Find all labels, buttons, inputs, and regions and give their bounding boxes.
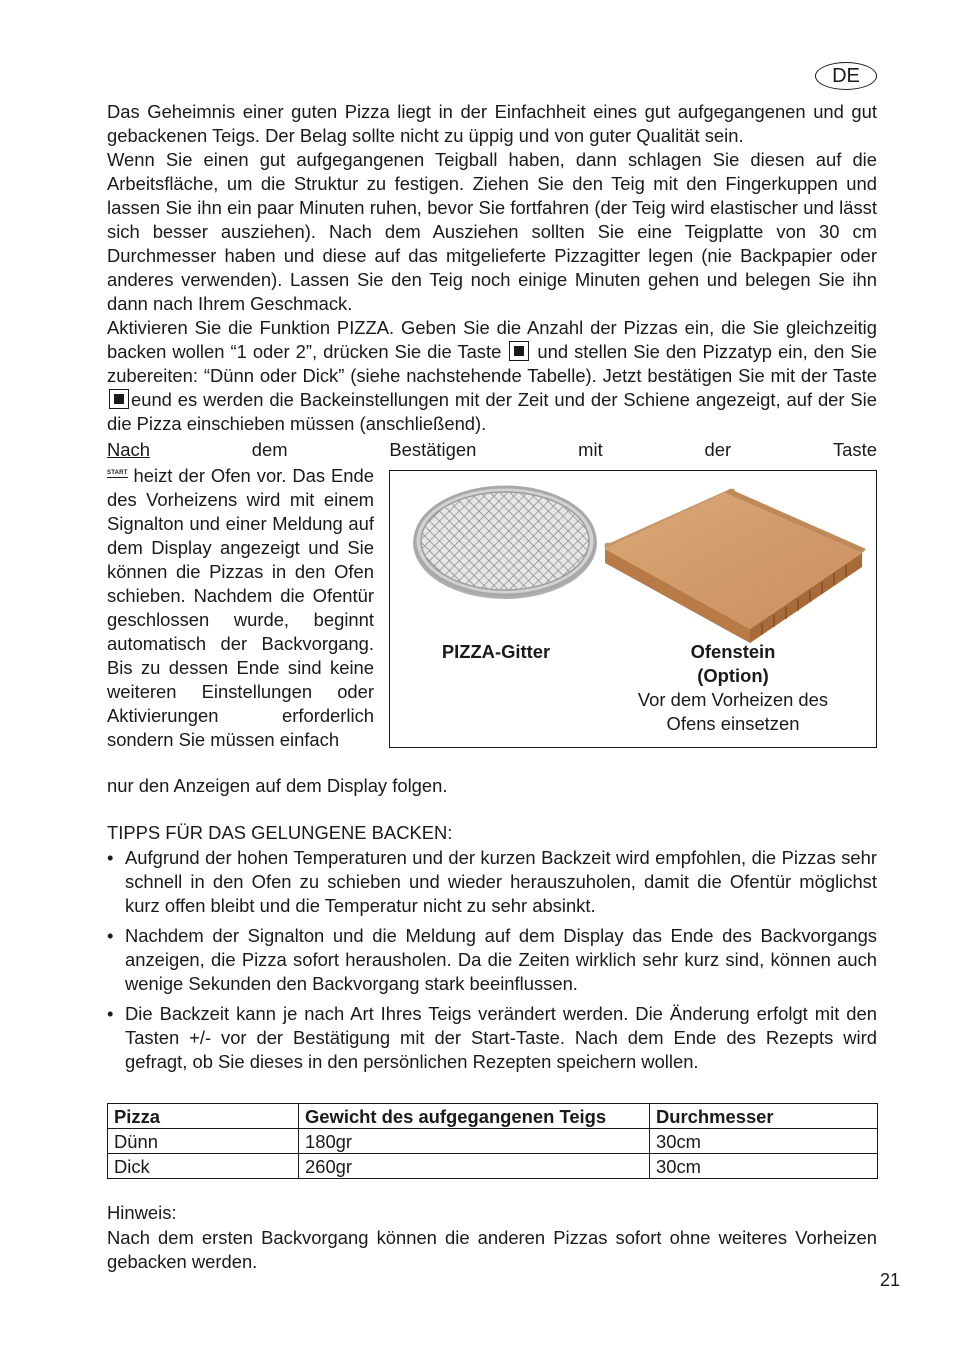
table-cell: 260gr <box>299 1154 650 1179</box>
list-item: • Aufgrund der hohen Temperaturen und der kurzen Backzeit wird empfohlen, die Pizzas sehr schnell in den Ofen zu schieben und wieder herauszuholen, damit die Ofentür möglichst kurz offen bleibt und die Temperatur nicht zu sehr absinkt. <box>107 847 877 916</box>
tips-heading: TIPPS FÜR DAS GELUNGENE BACKEN: <box>107 822 453 843</box>
baking-stone-option: (Option) <box>697 665 769 686</box>
preheat-text: heizt der Ofen vor. Das Ende des Vorheizens wird mit einem Signalton und einer Meldung auf dem Display angezeigt und Sie können die Pizzas in den Ofen schieben. Nachdem die Ofentür geschlossen wurde, beginnt automatisch der Backvorgang. Bis zu dessen Ende sind keine weiteren Einstellungen oder Aktivierungen erforderlich sondern Sie müssen einfach <box>107 465 374 750</box>
table-cell: 30cm <box>650 1129 878 1154</box>
pizza-function-text-1: Aktivieren Sie die Funktion PIZZA. Geben Sie die Anzahl der Pizzas ein, die Sie gleichzeitig backen wollen “1 oder 2”, drücken Sie die Taste <box>107 317 877 362</box>
intro-paragraph: Das Geheimnis einer guten Pizza liegt in der Einfachheit eines gut aufgegangenen und gut gebackenen Teigs. Der Belag sollte nicht zu üppig und von guter Qualität sein. <box>107 101 877 146</box>
note-heading: Hinweis: <box>107 1202 177 1223</box>
list-item: • Die Backzeit kann je nach Art Ihres Teigs verändert werden. Die Änderung erfolgt mit den Tasten +/- vor der Bestätigung mit der Start-Taste. Nach dem Ende des Rezepts wird gefragt, ob Sie dieses in den persönlichen Rezepten speichern wollen. <box>107 1003 877 1072</box>
pizza-grid-icon <box>413 487 597 599</box>
table-header: Gewicht des aufgegangenen Teigs <box>299 1104 650 1129</box>
start-line-word: Taste <box>832 439 877 460</box>
note-text: Nach dem ersten Backvorgang können die anderen Pizzas sofort ohne weiteres Vorheizen gebacken werden. <box>107 1227 877 1272</box>
table-header: Pizza <box>108 1104 299 1129</box>
pizza-function-text-2: und stellen Sie den Pizzatyp ein, den Sie zubereiten: “Dünn oder Dick” (siehe nachstehende Tabelle). Jetzt bestätigen Sie mit der Taste <box>107 341 877 386</box>
start-line-word: dem <box>251 439 288 460</box>
start-key-line <box>107 438 877 462</box>
page-number: 21 <box>880 1270 901 1290</box>
table-cell: 30cm <box>650 1154 878 1179</box>
start-key-icon: START <box>107 470 128 476</box>
baking-stone-note: Vor dem Vorheizen des <box>637 689 829 710</box>
table-header-row <box>108 1104 878 1129</box>
start-line-word: Nach <box>107 439 150 460</box>
table-row <box>108 1154 878 1179</box>
language-badge: DE <box>815 62 877 90</box>
baking-stone-icon <box>605 489 866 643</box>
start-line-word: der <box>704 439 732 460</box>
preheat-continuation: nur den Anzeigen auf dem Display folgen. <box>107 775 448 796</box>
start-line-word: mit <box>578 439 603 460</box>
dough-paragraph: Wenn Sie einen gut aufgegangenen Teigball haben, dann schlagen Sie diesen auf die Arbeitsfläche, um die Struktur zu festigen. Ziehen Sie den Teig mit den Fingerkuppen und lassen Sie ihn ein paar Minuten ruhen, bevor Sie fortfahren (der Teig wird elastischer und lässt sich besser ausziehen). Nach dem Ausziehen sollten Sie eine Teigplatte von 30 cm Durchmesser haben und diese auf das mitgelieferte Pizzagitter legen (nie Backpapier oder anderes verwenden). Lassen Sie den Teig noch einige Minuten gehen und belegen Sie ihn dann nach Ihrem Geschmack. <box>107 149 877 314</box>
pizza-table <box>107 1103 878 1179</box>
confirm-key-icon <box>109 389 129 409</box>
preheat-paragraph <box>107 464 374 752</box>
list-item: • Nachdem der Signalton und die Meldung auf dem Display das Ende des Backvorgangs anzeigen, die Pizza sofort herausholen. Da die Zeiten wirklich sehr kurz sind, können auch wenige Sekunden den Backvorgang stark beeinflussen. <box>107 925 877 994</box>
table-cell: Dünn <box>108 1129 299 1154</box>
table-cell: Dick <box>108 1154 299 1179</box>
pizza-grid-caption: PIZZA-Gitter <box>441 641 551 662</box>
tips-list <box>107 1002 877 1074</box>
tips-list <box>107 846 877 918</box>
table-cell: 180gr <box>299 1129 650 1154</box>
pizza-function-text-3: eund es werden die Backeinstellungen mit der Zeit und der Schiene angezeigt, auf der Sie die Pizza einschieben müssen (anschließend). <box>107 389 877 434</box>
confirm-key-icon <box>509 341 529 361</box>
pizza-function-paragraph <box>107 316 877 436</box>
table-row <box>108 1129 878 1154</box>
start-line-word: Bestätigen <box>389 439 477 460</box>
baking-stone-note: Ofens einsetzen <box>666 713 800 734</box>
tips-list <box>107 924 877 996</box>
baking-stone-caption: Ofenstein <box>690 641 776 662</box>
table-header: Durchmesser <box>650 1104 878 1129</box>
accessories-figure <box>389 470 877 748</box>
